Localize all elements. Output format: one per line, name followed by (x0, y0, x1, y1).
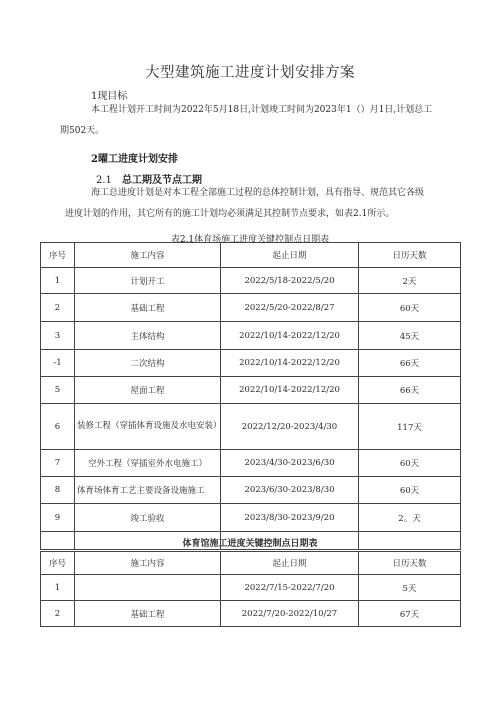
table-row (41, 404, 461, 450)
cell-index: 8 (41, 477, 75, 504)
table-1-caption: 表2.1体育场施工进度关键控制点日期表 (170, 235, 330, 245)
cell-content: 主体结构 (75, 322, 221, 350)
table-row (41, 322, 461, 350)
cell-content (75, 575, 221, 601)
table-row (41, 601, 461, 627)
cell-days: 60天 (359, 294, 461, 322)
header-content: 施工内容 (75, 243, 221, 268)
table-row (41, 504, 461, 532)
cell-dates: 2023/4/30-2023/6/30 (221, 450, 359, 477)
header-index: 序号 (41, 552, 75, 575)
cell-content: 空外工程（穿插室外水电施工） (75, 450, 221, 477)
header-index: 序号 (41, 243, 75, 268)
header-days: 日历天数 (359, 243, 461, 268)
cell-dates: 2022/7/20-2022/10/27 (221, 601, 359, 627)
section-1-text-line-2: 期502天。 (60, 126, 105, 136)
cell-content: 体育场体育工艺主要设备设施施工 (75, 477, 221, 504)
cell-index: 9 (41, 504, 75, 532)
cell-content: 基础工程 (75, 294, 221, 322)
cell-days: 45天 (359, 322, 461, 350)
cell-days: 67天 (359, 601, 461, 627)
cell-content: 二次结构 (75, 350, 221, 377)
cell-days: 117天 (359, 404, 461, 450)
header-dates: 起止日期 (221, 243, 359, 268)
cell-content: 装修工程（穿插体育设施及水电安装） (75, 404, 221, 450)
cell-index: 2 (41, 294, 75, 322)
cell-days: 66天 (359, 350, 461, 377)
table-header-row (41, 552, 461, 575)
section-1-heading: 1现目标 (91, 91, 128, 102)
cell-days: 2。天 (359, 504, 461, 532)
cell-index: 7 (41, 450, 75, 477)
table-row (41, 575, 461, 601)
subsection-title: 总工期及节点工期 (122, 175, 202, 186)
cell-dates: 2022/5/20-2022/8/27 (221, 294, 359, 322)
header-content: 施工内容 (75, 552, 221, 575)
header-days: 日历天数 (359, 552, 461, 575)
cell-index: -1 (41, 350, 75, 377)
cell-dates: 2023/6/30-2023/8/30 (221, 477, 359, 504)
table-row (41, 294, 461, 322)
cell-dates: 2023/8/30-2023/9/20 (221, 504, 359, 532)
cell-days: 60天 (359, 477, 461, 504)
stadium-schedule-table (40, 242, 461, 550)
document-title: 大型建筑施工进度计划安排方案 (145, 65, 355, 81)
cell-content: 基础工程 (75, 601, 221, 627)
cell-days: 66天 (359, 377, 461, 404)
table-row (41, 450, 461, 477)
cell-index: 5 (41, 377, 75, 404)
cell-dates: 2022/7/15-2022/7/20 (221, 575, 359, 601)
cell-days: 2天 (359, 268, 461, 294)
table-header-row (41, 243, 461, 268)
cell-dates: 2022/12/20-2023/4/30 (221, 404, 359, 450)
cell-index: 2 (41, 601, 75, 627)
gymnasium-schedule-table (40, 551, 461, 627)
cell-dates: 2022/10/14-2022/12/20 (221, 322, 359, 350)
cell-dates: 2022/10/14-2022/12/20 (221, 377, 359, 404)
cell-dates: 2022/5/18-2022/5/20 (221, 268, 359, 294)
section-2-text-line-1: 海工总进度计划是对本工程全部施工过程的总体控制计划，具有指导、规范其它各级 (91, 188, 425, 198)
cell-index: 3 (41, 322, 75, 350)
cell-index: 6 (41, 404, 75, 450)
cell-dates: 2022/10/14-2022/12/20 (221, 350, 359, 377)
cell-content: 屋面工程 (75, 377, 221, 404)
table-row (41, 477, 461, 504)
table-row (41, 268, 461, 294)
cell-days: 60天 (359, 450, 461, 477)
section-2-heading: 2曜工进度计划安排 (91, 154, 178, 165)
subsection-number: 2.1 (96, 175, 112, 186)
cell-days: 5天 (359, 575, 461, 601)
table-row (41, 350, 461, 377)
section-1-text-line-1: 本工程计划开工时间为2022年5月18日,计划竣工时间为2023年1（）月1日,计划总工 (91, 105, 433, 115)
section-2-text-line-2: 进度计划的作用，其它所有的施工计划均必须满足其控制节点要求，如表2.1所示。 (65, 209, 395, 219)
cell-index: 1 (41, 268, 75, 294)
cell-index: 1 (41, 575, 75, 601)
table-2-caption: 体育馆施工进度关键控制点日期表 (182, 539, 318, 549)
cell-content: 计划开工 (75, 268, 221, 294)
header-dates: 起止日期 (221, 552, 359, 575)
table-row (41, 377, 461, 404)
cell-content: 竣工验收 (75, 504, 221, 532)
